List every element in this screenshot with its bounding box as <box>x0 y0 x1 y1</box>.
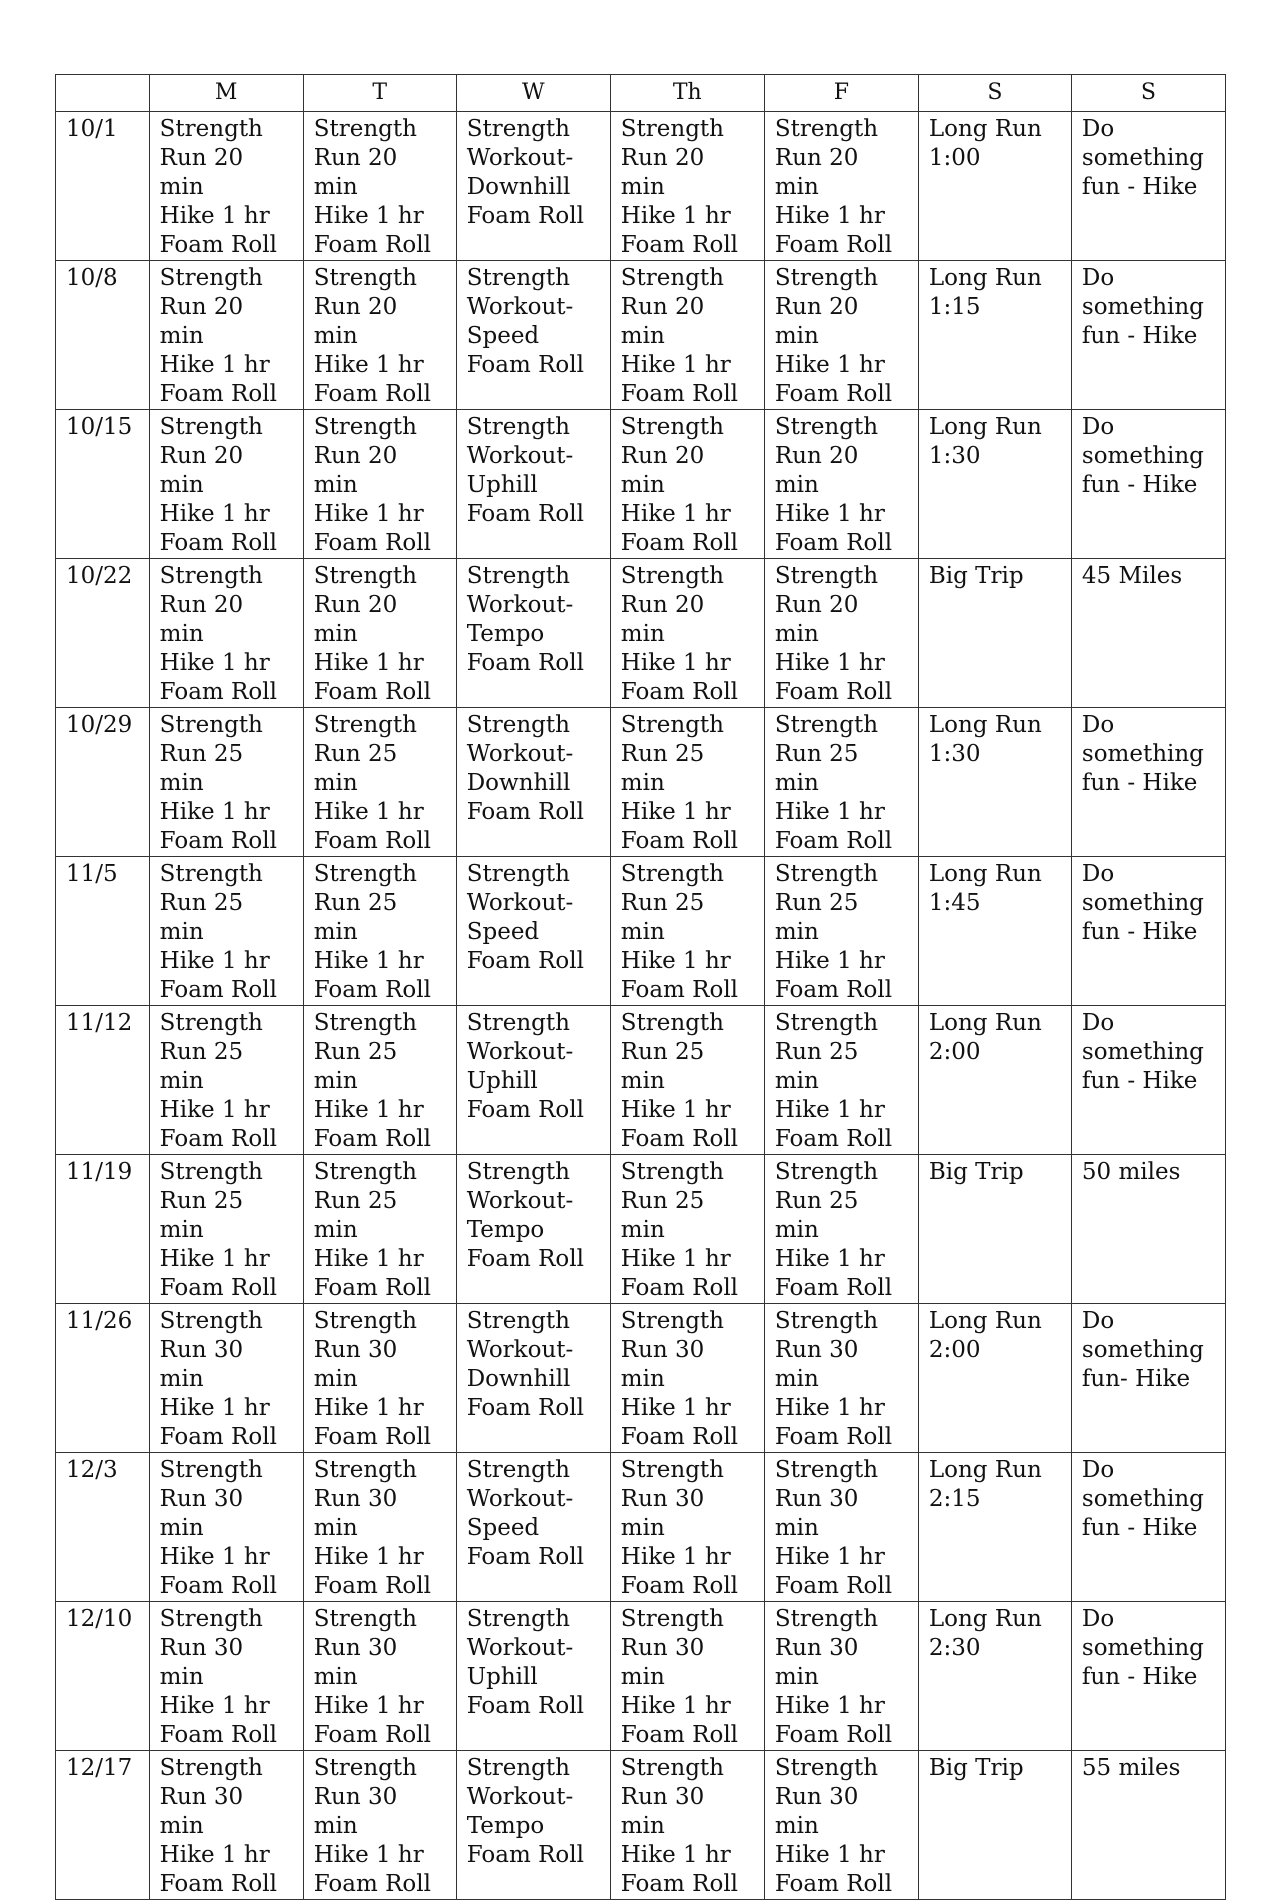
day-cell-wednesday: Strength Workout- Speed Foam Roll <box>456 857 610 1006</box>
day-cell-sunday: Do something fun - Hike <box>1071 857 1225 1006</box>
week-row <box>56 410 1226 559</box>
day-cell-sunday: Do something fun - Hike <box>1071 1453 1225 1602</box>
day-cell-sunday: Do something fun - Hike <box>1071 410 1225 559</box>
training-schedule-table <box>55 74 1226 1900</box>
day-cell-sunday: Do something fun - Hike <box>1071 112 1225 261</box>
week-date-cell: 10/8 <box>56 261 150 410</box>
day-cell-tuesday: Strength Run 30 min Hike 1 hr Foam Roll <box>303 1304 456 1453</box>
week-row <box>56 857 1226 1006</box>
header-cell-wednesday: W <box>456 75 610 112</box>
day-cell-saturday: Long Run 1:30 <box>918 708 1071 857</box>
day-cell-wednesday: Strength Workout- Downhill Foam Roll <box>456 1304 610 1453</box>
day-cell-friday: Strength Run 20 min Hike 1 hr Foam Roll <box>764 261 918 410</box>
day-cell-friday: Strength Run 25 min Hike 1 hr Foam Roll <box>764 857 918 1006</box>
day-cell-saturday: Big Trip <box>918 559 1071 708</box>
week-row <box>56 1006 1226 1155</box>
day-cell-wednesday: Strength Workout- Downhill Foam Roll <box>456 708 610 857</box>
header-cell-saturday: S <box>918 75 1071 112</box>
week-row <box>56 1751 1226 1900</box>
day-cell-wednesday: Strength Workout- Tempo Foam Roll <box>456 559 610 708</box>
week-row <box>56 112 1226 261</box>
day-cell-tuesday: Strength Run 30 min Hike 1 hr Foam Roll <box>303 1453 456 1602</box>
day-cell-monday: Strength Run 30 min Hike 1 hr Foam Roll <box>149 1602 303 1751</box>
day-cell-wednesday: Strength Workout- Speed Foam Roll <box>456 1453 610 1602</box>
day-cell-sunday: Do something fun- Hike <box>1071 1304 1225 1453</box>
week-date-cell: 12/10 <box>56 1602 150 1751</box>
day-cell-thursday: Strength Run 20 min Hike 1 hr Foam Roll <box>610 559 764 708</box>
day-cell-monday: Strength Run 20 min Hike 1 hr Foam Roll <box>149 410 303 559</box>
day-cell-wednesday: Strength Workout- Uphill Foam Roll <box>456 1006 610 1155</box>
header-row <box>56 75 1226 112</box>
day-cell-tuesday: Strength Run 25 min Hike 1 hr Foam Roll <box>303 708 456 857</box>
day-cell-saturday: Long Run 2:15 <box>918 1453 1071 1602</box>
day-cell-tuesday: Strength Run 30 min Hike 1 hr Foam Roll <box>303 1602 456 1751</box>
day-cell-monday: Strength Run 25 min Hike 1 hr Foam Roll <box>149 857 303 1006</box>
day-cell-thursday: Strength Run 20 min Hike 1 hr Foam Roll <box>610 261 764 410</box>
day-cell-friday: Strength Run 25 min Hike 1 hr Foam Roll <box>764 708 918 857</box>
day-cell-monday: Strength Run 30 min Hike 1 hr Foam Roll <box>149 1304 303 1453</box>
day-cell-wednesday: Strength Workout- Speed Foam Roll <box>456 261 610 410</box>
day-cell-tuesday: Strength Run 30 min Hike 1 hr Foam Roll <box>303 1751 456 1900</box>
week-row <box>56 1155 1226 1304</box>
header-cell-monday: M <box>149 75 303 112</box>
day-cell-saturday: Long Run 1:30 <box>918 410 1071 559</box>
day-cell-wednesday: Strength Workout- Uphill Foam Roll <box>456 410 610 559</box>
day-cell-saturday: Long Run 2:00 <box>918 1006 1071 1155</box>
day-cell-thursday: Strength Run 25 min Hike 1 hr Foam Roll <box>610 708 764 857</box>
day-cell-sunday: Do something fun - Hike <box>1071 1006 1225 1155</box>
week-row <box>56 1453 1226 1602</box>
day-cell-wednesday: Strength Workout- Uphill Foam Roll <box>456 1602 610 1751</box>
day-cell-sunday: 50 miles <box>1071 1155 1225 1304</box>
day-cell-thursday: Strength Run 30 min Hike 1 hr Foam Roll <box>610 1751 764 1900</box>
day-cell-friday: Strength Run 25 min Hike 1 hr Foam Roll <box>764 1006 918 1155</box>
week-date-cell: 10/29 <box>56 708 150 857</box>
day-cell-friday: Strength Run 30 min Hike 1 hr Foam Roll <box>764 1453 918 1602</box>
day-cell-tuesday: Strength Run 25 min Hike 1 hr Foam Roll <box>303 1006 456 1155</box>
day-cell-sunday: 55 miles <box>1071 1751 1225 1900</box>
day-cell-saturday: Big Trip <box>918 1751 1071 1900</box>
header-cell-friday: F <box>764 75 918 112</box>
day-cell-tuesday: Strength Run 20 min Hike 1 hr Foam Roll <box>303 410 456 559</box>
day-cell-thursday: Strength Run 30 min Hike 1 hr Foam Roll <box>610 1304 764 1453</box>
week-date-cell: 11/12 <box>56 1006 150 1155</box>
day-cell-tuesday: Strength Run 20 min Hike 1 hr Foam Roll <box>303 559 456 708</box>
week-row <box>56 1304 1226 1453</box>
header-cell-tuesday: T <box>303 75 456 112</box>
day-cell-thursday: Strength Run 25 min Hike 1 hr Foam Roll <box>610 1006 764 1155</box>
header-cell-sunday: S <box>1071 75 1225 112</box>
week-row <box>56 559 1226 708</box>
week-date-cell: 11/19 <box>56 1155 150 1304</box>
day-cell-thursday: Strength Run 20 min Hike 1 hr Foam Roll <box>610 410 764 559</box>
week-row <box>56 261 1226 410</box>
day-cell-thursday: Strength Run 25 min Hike 1 hr Foam Roll <box>610 857 764 1006</box>
day-cell-friday: Strength Run 30 min Hike 1 hr Foam Roll <box>764 1304 918 1453</box>
day-cell-sunday: Do something fun - Hike <box>1071 1602 1225 1751</box>
day-cell-monday: Strength Run 25 min Hike 1 hr Foam Roll <box>149 1006 303 1155</box>
week-date-cell: 11/5 <box>56 857 150 1006</box>
day-cell-monday: Strength Run 20 min Hike 1 hr Foam Roll <box>149 261 303 410</box>
day-cell-thursday: Strength Run 30 min Hike 1 hr Foam Roll <box>610 1602 764 1751</box>
day-cell-monday: Strength Run 25 min Hike 1 hr Foam Roll <box>149 708 303 857</box>
day-cell-sunday: Do something fun - Hike <box>1071 708 1225 857</box>
header-cell-thursday: Th <box>610 75 764 112</box>
week-date-cell: 12/3 <box>56 1453 150 1602</box>
week-date-cell: 11/26 <box>56 1304 150 1453</box>
day-cell-friday: Strength Run 25 min Hike 1 hr Foam Roll <box>764 1155 918 1304</box>
day-cell-friday: Strength Run 20 min Hike 1 hr Foam Roll <box>764 410 918 559</box>
day-cell-saturday: Long Run 2:00 <box>918 1304 1071 1453</box>
week-date-cell: 10/15 <box>56 410 150 559</box>
day-cell-monday: Strength Run 20 min Hike 1 hr Foam Roll <box>149 112 303 261</box>
day-cell-saturday: Long Run 1:45 <box>918 857 1071 1006</box>
week-row <box>56 708 1226 857</box>
day-cell-friday: Strength Run 20 min Hike 1 hr Foam Roll <box>764 559 918 708</box>
day-cell-thursday: Strength Run 25 min Hike 1 hr Foam Roll <box>610 1155 764 1304</box>
day-cell-wednesday: Strength Workout- Downhill Foam Roll <box>456 112 610 261</box>
day-cell-thursday: Strength Run 30 min Hike 1 hr Foam Roll <box>610 1453 764 1602</box>
day-cell-wednesday: Strength Workout- Tempo Foam Roll <box>456 1751 610 1900</box>
day-cell-saturday: Big Trip <box>918 1155 1071 1304</box>
day-cell-wednesday: Strength Workout- Tempo Foam Roll <box>456 1155 610 1304</box>
day-cell-thursday: Strength Run 20 min Hike 1 hr Foam Roll <box>610 112 764 261</box>
day-cell-monday: Strength Run 30 min Hike 1 hr Foam Roll <box>149 1453 303 1602</box>
week-date-cell: 10/1 <box>56 112 150 261</box>
day-cell-friday: Strength Run 20 min Hike 1 hr Foam Roll <box>764 112 918 261</box>
week-date-cell: 12/17 <box>56 1751 150 1900</box>
day-cell-monday: Strength Run 20 min Hike 1 hr Foam Roll <box>149 559 303 708</box>
day-cell-friday: Strength Run 30 min Hike 1 hr Foam Roll <box>764 1602 918 1751</box>
day-cell-saturday: Long Run 2:30 <box>918 1602 1071 1751</box>
day-cell-tuesday: Strength Run 25 min Hike 1 hr Foam Roll <box>303 857 456 1006</box>
day-cell-monday: Strength Run 25 min Hike 1 hr Foam Roll <box>149 1155 303 1304</box>
week-date-cell: 10/22 <box>56 559 150 708</box>
day-cell-saturday: Long Run 1:00 <box>918 112 1071 261</box>
header-cell-blank <box>56 75 150 112</box>
day-cell-saturday: Long Run 1:15 <box>918 261 1071 410</box>
day-cell-friday: Strength Run 30 min Hike 1 hr Foam Roll <box>764 1751 918 1900</box>
day-cell-sunday: 45 Miles <box>1071 559 1225 708</box>
week-row <box>56 1602 1226 1751</box>
day-cell-monday: Strength Run 30 min Hike 1 hr Foam Roll <box>149 1751 303 1900</box>
day-cell-tuesday: Strength Run 25 min Hike 1 hr Foam Roll <box>303 1155 456 1304</box>
day-cell-tuesday: Strength Run 20 min Hike 1 hr Foam Roll <box>303 112 456 261</box>
day-cell-sunday: Do something fun - Hike <box>1071 261 1225 410</box>
day-cell-tuesday: Strength Run 20 min Hike 1 hr Foam Roll <box>303 261 456 410</box>
